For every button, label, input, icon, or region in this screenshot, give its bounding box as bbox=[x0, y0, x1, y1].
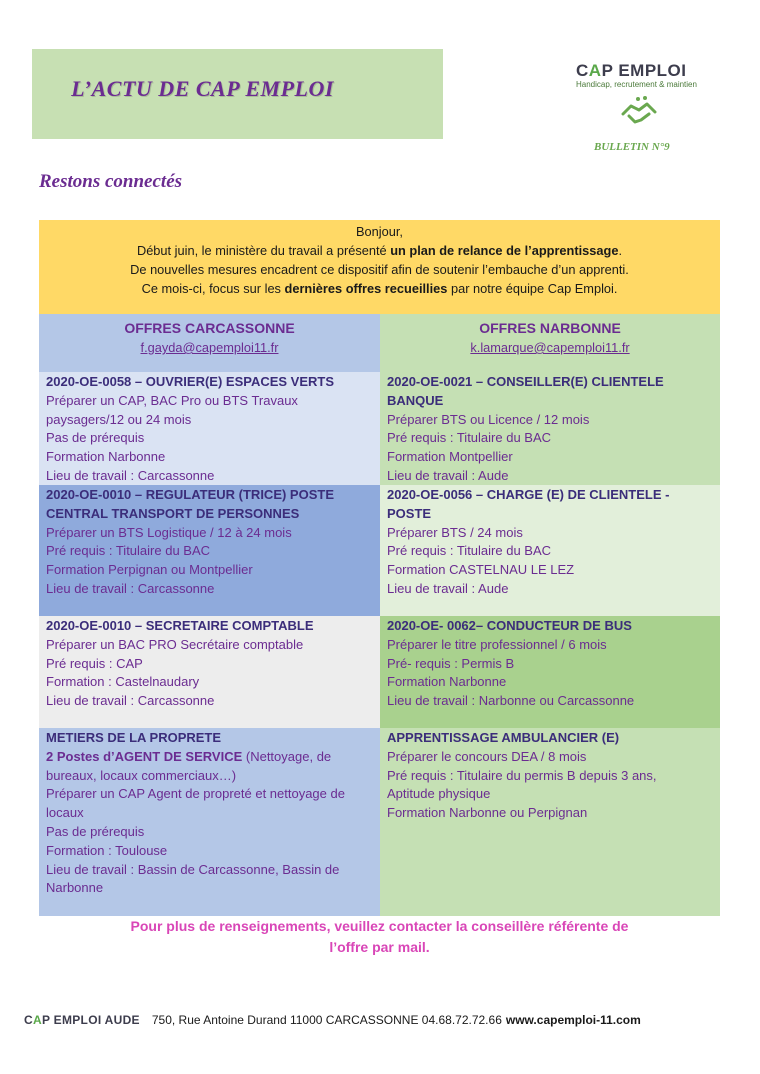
offer-detail: Formation : Toulouse bbox=[46, 842, 168, 858]
footer-address: 750, Rue Antoine Durand 11000 CARCASSONNE 04.68.72.72.66 bbox=[151, 1013, 502, 1027]
offer-title: 2020-OE-0056 – CHARGE (E) DE CLIENTELE - POSTE bbox=[387, 487, 670, 521]
newsletter-title: L’ACTU DE CAP EMPLOI bbox=[71, 76, 334, 101]
offer-detail: Lieu de travail : Narbonne ou Carcassonne bbox=[387, 693, 635, 709]
title-banner bbox=[32, 49, 443, 139]
offer-detail: Préparer BTS / 24 mois bbox=[387, 524, 523, 540]
offer-title: 2020-OE-0058 – OUVRIER(E) ESPACES VERTS bbox=[46, 374, 335, 389]
offer-title: METIERS DE LA PROPRETE bbox=[46, 730, 222, 745]
intro-line-3: De nouvelles mesures encadrent ce dispositif afin de soutenir l’embauche d’un apprenti. bbox=[130, 262, 629, 277]
page-footer bbox=[24, 1013, 744, 1027]
narbonne-header bbox=[380, 314, 720, 372]
offer-detail: Préparer BTS ou Licence / 12 mois bbox=[387, 411, 590, 427]
footer-website-link[interactable]: www.capemploi-11.com bbox=[505, 1013, 641, 1027]
offer-title: 2020-OE- 0062– CONDUCTEUR DE BUS bbox=[387, 618, 632, 633]
cap-emploi-logo bbox=[568, 62, 718, 89]
offer-detail: Préparer un BAC PRO Secrétaire comptable bbox=[46, 636, 304, 652]
offer-title: 2020-OE-0021 – CONSEILLER(E) CLIENTELE BANQUE bbox=[387, 374, 664, 408]
offer-card bbox=[380, 616, 720, 728]
offer-detail: Préparer le concours DEA / 8 mois bbox=[387, 748, 587, 764]
offer-detail: Préparer un CAP Agent de propreté et nettoyage de locaux bbox=[46, 786, 345, 821]
offer-card bbox=[380, 485, 720, 616]
offer-card bbox=[39, 616, 380, 728]
offer-detail: Pré requis : CAP bbox=[46, 655, 143, 671]
offer-detail: Pas de prérequis bbox=[46, 430, 145, 446]
offer-subtitle: 2 Postes d’AGENT DE SERVICE (Nettoyage, de bureaux, locaux commerciaux…) bbox=[46, 748, 332, 783]
offer-detail: Pré requis : Titulaire du permis B depuis 3 ans, bbox=[387, 767, 657, 783]
offer-detail: Aptitude physique bbox=[387, 786, 491, 802]
offer-card bbox=[380, 728, 720, 916]
offer-detail: Pré requis : Titulaire du BAC bbox=[46, 543, 211, 559]
offer-detail: Lieu de travail : Bassin de Carcassonne, Bassin de Narbonne bbox=[46, 861, 340, 896]
offer-detail: Préparer un CAP, BAC Pro ou BTS Travaux bbox=[46, 392, 298, 408]
offer-detail: Pré requis : Titulaire du BAC bbox=[387, 543, 552, 559]
offer-detail: paysagers/12 ou 24 mois bbox=[46, 411, 192, 427]
logo-wordmark: CAP EMPLOI bbox=[576, 61, 687, 80]
offer-title: 2020-OE-0010 – REGULATEUR (TRICE) POSTE CENTRAL TRANSPORT DE PERSONNES bbox=[46, 487, 334, 521]
offer-detail: Lieu de travail : Carcassonne bbox=[46, 693, 215, 709]
offer-detail: Formation Perpignan ou Montpellier bbox=[46, 562, 253, 578]
offer-detail: Lieu de travail : Aude bbox=[387, 580, 509, 596]
bulletin-number: BULLETIN N°9 bbox=[594, 141, 670, 153]
contact-note: Pour plus de renseignements, veuillez contacter la conseillère référente de l’offre par mail. bbox=[130, 918, 629, 955]
section-subtitle: Restons connectés bbox=[39, 171, 183, 192]
offer-card bbox=[39, 728, 380, 916]
offer-title: APPRENTISSAGE AMBULANCIER (E) bbox=[387, 730, 620, 745]
offer-detail: Formation Narbonne ou Perpignan bbox=[387, 805, 588, 821]
offer-detail: Lieu de travail : Carcassonne bbox=[46, 580, 215, 596]
intro-message bbox=[39, 220, 720, 314]
offer-detail: Formation Narbonne bbox=[387, 674, 507, 690]
offer-detail: Pas de prérequis bbox=[46, 823, 145, 839]
handshake-icon bbox=[619, 94, 659, 128]
carcassonne-email-link[interactable]: f.gayda@capemploi11.fr bbox=[140, 340, 279, 355]
offer-title: 2020-OE-0010 – SECRETAIRE COMPTABLE bbox=[46, 618, 314, 633]
carcassonne-header bbox=[39, 314, 380, 372]
offer-card bbox=[39, 372, 380, 485]
offer-card bbox=[39, 485, 380, 616]
intro-greeting: Bonjour, bbox=[356, 224, 403, 239]
offer-detail: Pré requis : Titulaire du BAC bbox=[387, 430, 552, 446]
intro-line-4: Ce mois-ci, focus sur les dernières offres recueillies par notre équipe Cap Emploi. bbox=[141, 281, 618, 296]
narbonne-heading: OFFRES NARBONNE bbox=[479, 320, 621, 336]
offer-detail: Préparer un BTS Logistique / 12 à 24 mois bbox=[46, 524, 292, 540]
offer-detail: Pré- requis : Permis B bbox=[387, 655, 515, 671]
carcassonne-heading: OFFRES CARCASSONNE bbox=[124, 320, 295, 336]
offer-detail: Formation : Castelnaudary bbox=[46, 674, 200, 690]
offer-detail: Formation CASTELNAU LE LEZ bbox=[387, 562, 575, 578]
offer-detail: Lieu de travail : Carcassonne bbox=[46, 467, 215, 483]
offer-detail: Préparer le titre professionnel / 6 mois bbox=[387, 636, 607, 652]
intro-line-2: Début juin, le ministère du travail a présenté un plan de relance de l’apprentissage. bbox=[136, 243, 623, 258]
logo-tagline: Handicap, recrutement & maintien bbox=[576, 80, 697, 89]
offer-detail: Formation Narbonne bbox=[46, 449, 166, 465]
offer-detail: Formation Montpellier bbox=[387, 449, 513, 465]
footer-logo: CAP EMPLOI AUDE bbox=[24, 1013, 140, 1027]
narbonne-email-link[interactable]: k.lamarque@capemploi11.fr bbox=[470, 340, 630, 355]
offer-detail: Lieu de travail : Aude bbox=[387, 467, 509, 483]
offer-card bbox=[380, 372, 720, 485]
